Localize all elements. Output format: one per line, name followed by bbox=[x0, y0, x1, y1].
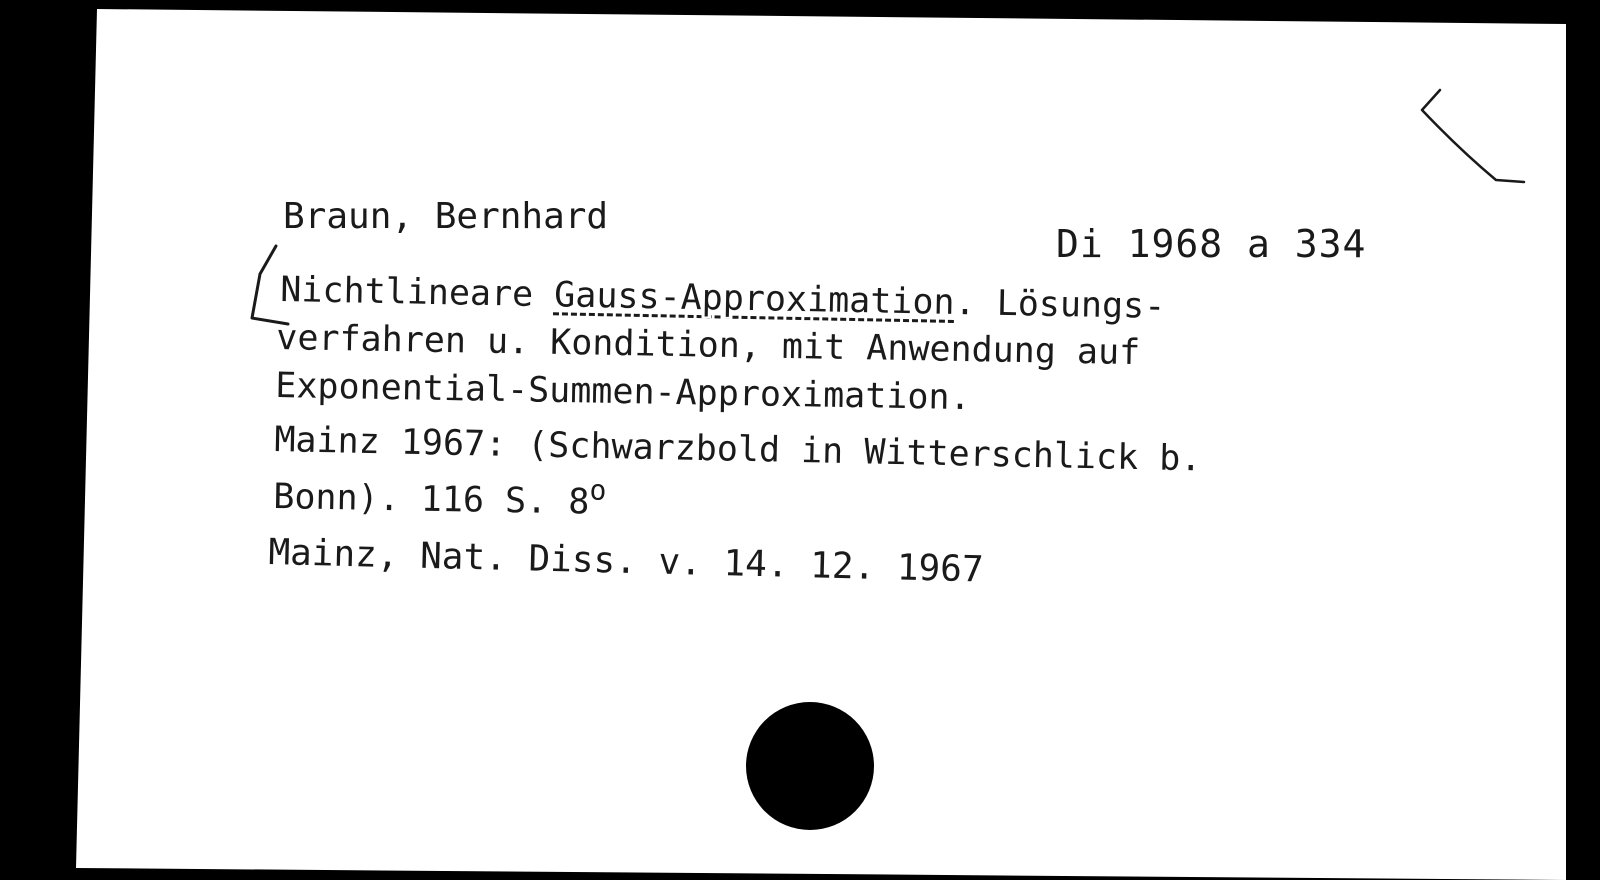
imprint-line-2 bbox=[273, 468, 607, 523]
title-line-3: Exponential-Summen-Approximation. bbox=[275, 366, 971, 419]
title-line-2: verfahren u. Kondition, mit Anwendung auf bbox=[276, 318, 1141, 374]
punch-hole-icon bbox=[746, 702, 874, 830]
title-text-end: . Lösungs- bbox=[954, 282, 1166, 327]
dissertation-note: Mainz, Nat. Diss. v. 14. 12. 1967 bbox=[268, 532, 985, 591]
format-superscript: o bbox=[589, 473, 607, 507]
title-text-start: Nichtlineare bbox=[280, 270, 555, 316]
imprint-text: Bonn). 116 S. 8 bbox=[273, 477, 590, 523]
shelfmark: Di 1968 a 334 bbox=[1056, 222, 1367, 266]
author-name: Braun, Bernhard bbox=[283, 196, 609, 237]
title-underlined-term: Gauss-Approximation bbox=[553, 275, 955, 323]
imprint-line-1: Mainz 1967: (Schwarzbold in Witterschlick b. bbox=[274, 420, 1202, 480]
